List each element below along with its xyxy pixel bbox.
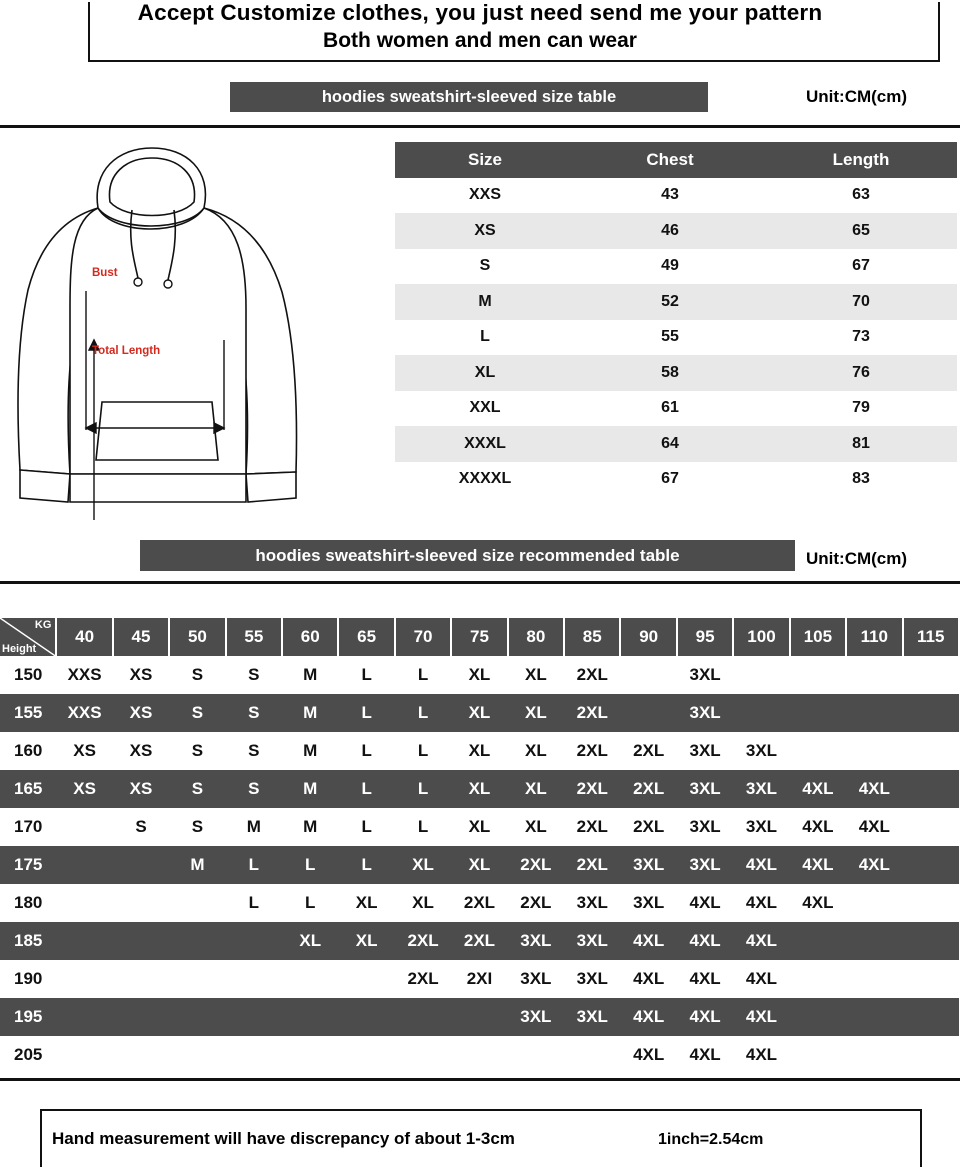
recommended-size-cell [903, 656, 960, 694]
recommended-size-cell: XS [113, 694, 169, 732]
recommended-size-cell [846, 998, 902, 1036]
recommended-size-cell: XS [56, 770, 112, 808]
recommended-size-cell: XL [451, 770, 507, 808]
recommended-size-cell: 3XL [733, 732, 789, 770]
recommended-size-cell [620, 694, 676, 732]
recommended-size-cell [790, 732, 846, 770]
length-cell: 83 [765, 462, 957, 498]
recommended-size-cell [846, 1036, 902, 1074]
recommended-size-cell [903, 846, 960, 884]
recommended-size-cell: 2XL [620, 732, 676, 770]
recommended-size-cell [790, 922, 846, 960]
length-cell: 63 [765, 178, 957, 214]
recommended-size-cell: 2XL [508, 846, 564, 884]
recommended-size-cell: 4XL [733, 922, 789, 960]
recommended-size-cell [790, 998, 846, 1036]
recommended-size-cell: 4XL [790, 770, 846, 808]
recommended-size-cell: XL [451, 732, 507, 770]
recommended-size-cell [903, 960, 960, 998]
recommended-size-cell [169, 1036, 225, 1074]
weight-header-cell: 70 [395, 618, 451, 656]
weight-axis-label: KG [34, 619, 52, 631]
recommended-size-cell [846, 884, 902, 922]
weight-header-cell: 45 [113, 618, 169, 656]
recommended-size-cell [846, 960, 902, 998]
recommended-size-cell: 4XL [733, 998, 789, 1036]
recommended-size-cell [169, 884, 225, 922]
recommended-size-cell: L [395, 656, 451, 694]
recommended-size-cell [226, 960, 282, 998]
weight-header-cell: 115 [903, 618, 960, 656]
recommended-size-cell: 2XL [564, 808, 620, 846]
recommended-size-cell: 3XL [733, 770, 789, 808]
recommended-size-cell [56, 922, 112, 960]
recommended-size-cell [790, 960, 846, 998]
size-cell: XL [395, 355, 575, 391]
recommended-size-cell [56, 1036, 112, 1074]
height-header-cell: 150 [0, 656, 56, 694]
recommended-size-cell: 4XL [733, 960, 789, 998]
recommended-size-cell: L [282, 884, 338, 922]
recommended-size-cell: 3XL [564, 998, 620, 1036]
size-table-col-length: Length [765, 142, 957, 178]
recommended-size-cell: L [395, 694, 451, 732]
recommended-size-cell: S [169, 770, 225, 808]
table-row [0, 846, 959, 884]
table-row [0, 884, 959, 922]
weight-header-cell: 110 [846, 618, 902, 656]
recommended-size-cell: 2XL [564, 732, 620, 770]
recommended-size-cell: 3XL [677, 656, 733, 694]
chest-cell: 52 [575, 284, 765, 320]
height-header-cell: 205 [0, 1036, 56, 1074]
recommended-size-cell: S [226, 732, 282, 770]
recommended-size-cell: 3XL [508, 922, 564, 960]
table-row [395, 462, 957, 498]
size-table-header-row [395, 142, 957, 178]
recommended-size-cell: L [338, 732, 394, 770]
table-row [0, 808, 959, 846]
recommended-size-cell [338, 1036, 394, 1074]
height-header-cell: 165 [0, 770, 56, 808]
recommended-size-cell: 4XL [677, 960, 733, 998]
table-row [0, 732, 959, 770]
recommended-size-cell: 3XL [508, 998, 564, 1036]
recommended-size-cell [620, 656, 676, 694]
table-row [0, 960, 959, 998]
recommended-size-cell [903, 808, 960, 846]
recommended-size-cell [903, 694, 960, 732]
size-table [395, 142, 957, 497]
recommended-size-cell: 4XL [790, 808, 846, 846]
recommended-size-cell: 2XL [620, 770, 676, 808]
recommended-size-cell: L [338, 694, 394, 732]
recommended-size-cell: L [395, 808, 451, 846]
recommended-size-cell: XL [508, 770, 564, 808]
recommended-size-cell: XL [508, 732, 564, 770]
size-cell: M [395, 284, 575, 320]
recommended-size-cell: XL [338, 884, 394, 922]
weight-header-cell: 85 [564, 618, 620, 656]
weight-header-cell: 65 [338, 618, 394, 656]
chest-cell: 58 [575, 355, 765, 391]
recommended-size-cell [790, 656, 846, 694]
table-row [0, 770, 959, 808]
recommended-size-cell [226, 998, 282, 1036]
recommended-size-cell [451, 998, 507, 1036]
recommended-size-cell: 4XL [677, 884, 733, 922]
weight-header-cell: 80 [508, 618, 564, 656]
recommended-size-cell: 2XL [508, 884, 564, 922]
recommended-size-cell: M [282, 732, 338, 770]
recommended-size-cell: XL [282, 922, 338, 960]
recommended-size-cell: M [282, 808, 338, 846]
recommended-size-cell [338, 960, 394, 998]
recommended-size-cell: XS [113, 656, 169, 694]
recommended-size-cell: 2XL [451, 884, 507, 922]
recommended-size-cell: 2XL [564, 770, 620, 808]
recommended-size-cell: M [169, 846, 225, 884]
table-row [395, 213, 957, 249]
recommended-size-cell [338, 998, 394, 1036]
recommended-size-cell [903, 1036, 960, 1074]
recommended-size-cell [56, 846, 112, 884]
recommended-header-row [0, 618, 959, 656]
weight-header-cell: 40 [56, 618, 112, 656]
recommended-size-cell [56, 808, 112, 846]
recommended-size-cell: 2XL [564, 656, 620, 694]
recommended-size-cell: 4XL [620, 998, 676, 1036]
recommended-size-cell: 3XL [620, 846, 676, 884]
recommended-size-cell: 3XL [733, 808, 789, 846]
table-row [395, 178, 957, 214]
recommended-size-cell: XXS [56, 656, 112, 694]
weight-header-cell: 55 [226, 618, 282, 656]
recommended-size-cell: 3XL [620, 884, 676, 922]
recommended-size-cell: XS [113, 770, 169, 808]
chest-cell: 49 [575, 249, 765, 285]
recommended-size-cell: XL [338, 922, 394, 960]
recommended-size-cell: 4XL [677, 1036, 733, 1074]
divider-middle [0, 581, 960, 584]
total-length-label: Total Length [92, 345, 161, 357]
recommended-size-cell: XL [451, 656, 507, 694]
recommended-size-cell: M [226, 808, 282, 846]
recommended-size-cell [846, 732, 902, 770]
recommended-size-cell: M [282, 694, 338, 732]
size-table-title: hoodies sweatshirt-sleeved size table [230, 82, 708, 112]
recommended-size-cell: 4XL [620, 960, 676, 998]
recommended-size-cell [169, 960, 225, 998]
recommended-size-cell [226, 922, 282, 960]
recommended-size-cell: L [338, 770, 394, 808]
recommended-size-cell [903, 884, 960, 922]
length-cell: 73 [765, 320, 957, 356]
recommended-size-cell: S [226, 770, 282, 808]
size-cell: L [395, 320, 575, 356]
recommended-size-cell [733, 656, 789, 694]
recommended-size-cell: 3XL [677, 694, 733, 732]
recommended-size-cell [56, 998, 112, 1036]
recommended-size-cell [451, 1036, 507, 1074]
table-row [0, 694, 959, 732]
recommended-size-cell: 2XL [451, 922, 507, 960]
recommended-size-cell [733, 694, 789, 732]
recommended-size-cell: S [169, 808, 225, 846]
inch-conversion-note: 1inch=2.54cm [658, 1131, 764, 1148]
recommended-size-cell: L [338, 656, 394, 694]
recommended-size-cell: 4XL [733, 1036, 789, 1074]
recommended-size-cell [56, 884, 112, 922]
recommended-size-cell: L [226, 846, 282, 884]
recommended-size-cell [282, 998, 338, 1036]
recommended-size-cell [846, 656, 902, 694]
recommended-size-cell [903, 732, 960, 770]
recommended-size-cell: L [338, 846, 394, 884]
recommended-size-cell: XL [451, 808, 507, 846]
recommended-size-cell [113, 960, 169, 998]
weight-header-cell: 60 [282, 618, 338, 656]
recommended-size-cell: 4XL [733, 846, 789, 884]
height-header-cell: 190 [0, 960, 56, 998]
recommended-size-cell: XL [508, 656, 564, 694]
recommended-size-cell: S [169, 656, 225, 694]
recommended-size-cell [113, 884, 169, 922]
recommended-size-cell [113, 1036, 169, 1074]
table-row [395, 391, 957, 427]
recommended-size-cell [903, 922, 960, 960]
recommended-size-cell [564, 1036, 620, 1074]
size-cell: XS [395, 213, 575, 249]
recommended-size-cell [169, 998, 225, 1036]
recommended-size-cell: 4XL [677, 922, 733, 960]
recommended-size-cell [508, 1036, 564, 1074]
weight-header-cell: 95 [677, 618, 733, 656]
recommended-size-cell: 4XL [677, 998, 733, 1036]
recommended-size-cell: 3XL [564, 922, 620, 960]
size-cell: XXXXL [395, 462, 575, 498]
weight-header-cell: 100 [733, 618, 789, 656]
chest-cell: 55 [575, 320, 765, 356]
recommended-size-cell [113, 998, 169, 1036]
chest-cell: 61 [575, 391, 765, 427]
recommended-size-cell: S [113, 808, 169, 846]
recommended-size-cell: 4XL [846, 770, 902, 808]
recommended-size-cell: XL [395, 846, 451, 884]
recommended-size-cell: 2XL [395, 960, 451, 998]
height-header-cell: 195 [0, 998, 56, 1036]
size-table-col-size: Size [395, 142, 575, 178]
recommended-size-table [0, 618, 960, 1074]
chest-cell: 64 [575, 426, 765, 462]
divider-bottom [0, 1078, 960, 1081]
recommended-size-cell: 3XL [564, 884, 620, 922]
recommended-size-cell [395, 1036, 451, 1074]
length-cell: 70 [765, 284, 957, 320]
recommended-size-cell: L [282, 846, 338, 884]
recommended-size-cell: 3XL [677, 846, 733, 884]
recommended-size-cell: 4XL [846, 808, 902, 846]
header-line-2: Both women and men can wear [323, 29, 637, 52]
recommended-size-cell [113, 922, 169, 960]
weight-header-cell: 75 [451, 618, 507, 656]
weight-header-cell: 90 [620, 618, 676, 656]
recommended-size-cell: 3XL [677, 732, 733, 770]
divider-top [0, 125, 960, 128]
recommended-size-cell: XS [113, 732, 169, 770]
length-cell: 67 [765, 249, 957, 285]
recommended-size-cell [56, 960, 112, 998]
size-cell: XXXL [395, 426, 575, 462]
recommended-size-cell: 3XL [677, 770, 733, 808]
recommended-size-cell [395, 998, 451, 1036]
recommended-size-cell: S [226, 694, 282, 732]
height-header-cell: 170 [0, 808, 56, 846]
recommended-size-cell: 2XI [451, 960, 507, 998]
table-row [0, 922, 959, 960]
recommended-size-cell: 4XL [790, 846, 846, 884]
weight-header-cell: 50 [169, 618, 225, 656]
size-table-unit: Unit:CM(cm) [806, 87, 908, 106]
recommended-size-cell: XL [395, 884, 451, 922]
recommended-size-cell: S [169, 732, 225, 770]
height-header-cell: 175 [0, 846, 56, 884]
recommended-size-cell: 2XL [564, 694, 620, 732]
height-header-cell: 180 [0, 884, 56, 922]
recommended-size-cell: 4XL [620, 1036, 676, 1074]
length-cell: 76 [765, 355, 957, 391]
recommended-size-cell: 2XL [564, 846, 620, 884]
recommended-size-cell: M [282, 770, 338, 808]
table-row [395, 284, 957, 320]
table-row [0, 998, 959, 1036]
recommended-size-cell: S [226, 656, 282, 694]
measurement-note: Hand measurement will have discrepancy of about 1-3cm [52, 1129, 515, 1148]
recommended-size-cell: 3XL [677, 808, 733, 846]
recommended-table-unit: Unit:CM(cm) [806, 549, 908, 568]
header-line-1: Accept Customize clothes, you just need send me your pattern [137, 0, 823, 25]
size-cell: XXL [395, 391, 575, 427]
hoodie-diagram [6, 140, 378, 520]
recommended-size-cell: XL [451, 694, 507, 732]
recommended-size-cell [846, 694, 902, 732]
recommended-size-cell: 4XL [790, 884, 846, 922]
recommended-size-cell: M [282, 656, 338, 694]
recommended-size-cell: S [169, 694, 225, 732]
recommended-size-cell: XL [508, 694, 564, 732]
chest-cell: 67 [575, 462, 765, 498]
table-row [395, 249, 957, 285]
weight-header-cell: 105 [790, 618, 846, 656]
height-axis-label: Height [2, 643, 37, 655]
recommended-size-cell [903, 998, 960, 1036]
header [0, 0, 960, 66]
chest-cell: 46 [575, 213, 765, 249]
length-cell: 65 [765, 213, 957, 249]
recommended-size-cell: L [395, 770, 451, 808]
recommended-size-cell: XL [451, 846, 507, 884]
recommended-size-cell [282, 960, 338, 998]
recommended-size-cell: 4XL [620, 922, 676, 960]
recommended-size-cell: 4XL [733, 884, 789, 922]
recommended-size-cell [169, 922, 225, 960]
recommended-size-cell: 2XL [395, 922, 451, 960]
recommended-size-cell [113, 846, 169, 884]
table-row [0, 656, 959, 694]
recommended-size-cell: L [395, 732, 451, 770]
table-row [0, 1036, 959, 1074]
length-cell: 79 [765, 391, 957, 427]
recommended-size-cell: XL [508, 808, 564, 846]
recommended-size-cell: 3XL [564, 960, 620, 998]
table-row [395, 320, 957, 356]
table-row [395, 426, 957, 462]
recommended-size-cell: L [338, 808, 394, 846]
recommended-size-cell [790, 694, 846, 732]
table-row [395, 355, 957, 391]
recommended-size-cell [226, 1036, 282, 1074]
recommended-size-cell [282, 1036, 338, 1074]
bust-label: Bust [92, 267, 118, 279]
recommended-size-cell [846, 922, 902, 960]
recommended-size-cell: XS [56, 732, 112, 770]
recommended-size-cell: 3XL [508, 960, 564, 998]
recommended-size-cell: L [226, 884, 282, 922]
size-cell: S [395, 249, 575, 285]
chest-cell: 43 [575, 178, 765, 214]
length-cell: 81 [765, 426, 957, 462]
size-cell: XXS [395, 178, 575, 214]
height-header-cell: 155 [0, 694, 56, 732]
height-header-cell: 185 [0, 922, 56, 960]
axis-corner-cell [0, 618, 56, 656]
recommended-size-cell [790, 1036, 846, 1074]
recommended-size-cell: XXS [56, 694, 112, 732]
recommended-size-cell: 4XL [846, 846, 902, 884]
recommended-size-cell [903, 770, 960, 808]
height-header-cell: 160 [0, 732, 56, 770]
recommended-table-title: hoodies sweatshirt-sleeved size recommended table [140, 540, 795, 571]
size-table-col-chest: Chest [575, 142, 765, 178]
recommended-size-cell: 2XL [620, 808, 676, 846]
